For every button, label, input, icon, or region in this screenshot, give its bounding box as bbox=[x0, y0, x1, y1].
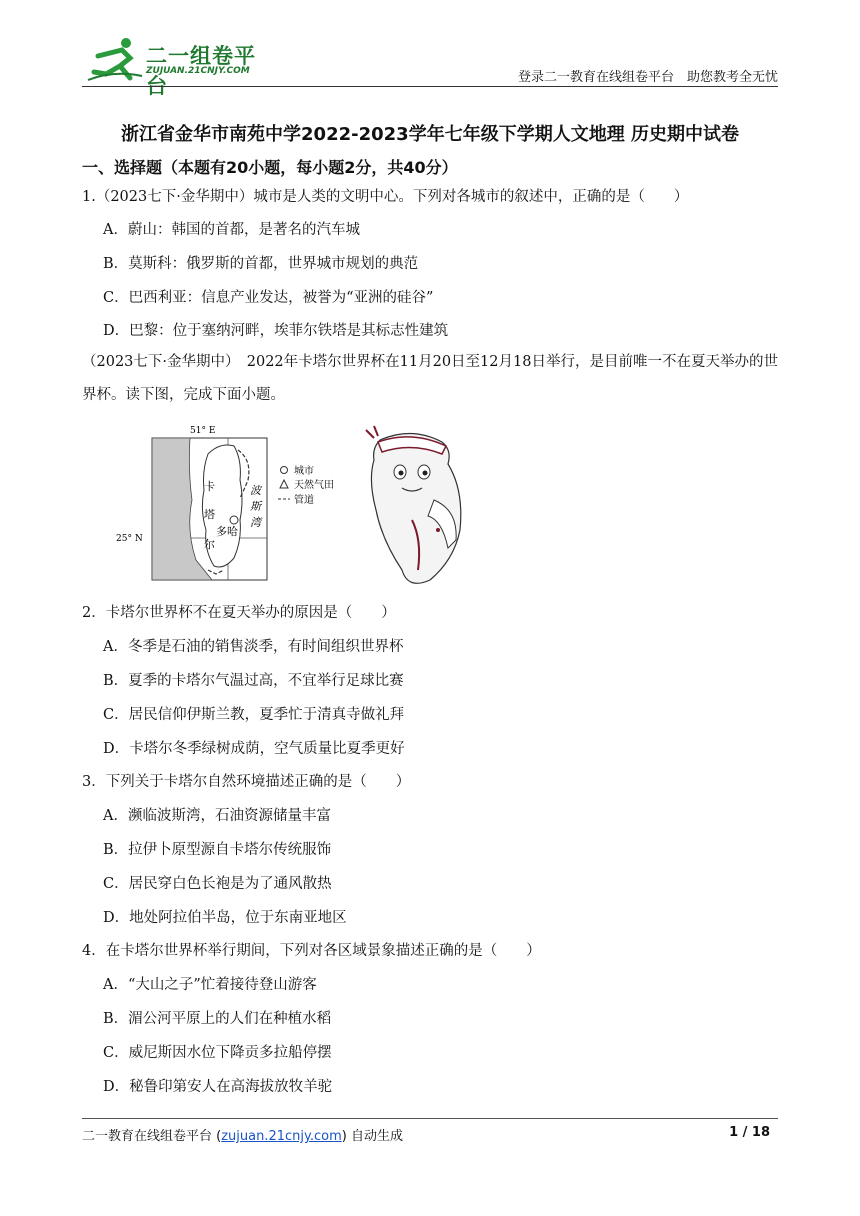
question-4-option-a: A．“大山之子”忙着接待登山游客 bbox=[103, 977, 317, 993]
question-4-option-c: C．威尼斯因水位下降贡多拉船停摆 bbox=[103, 1045, 332, 1061]
question-3-option-a: A．濒临波斯湾，石油资源储量丰富 bbox=[103, 808, 331, 824]
question-4-option-b: B．湄公河平原上的人们在种植水稻 bbox=[103, 1011, 332, 1027]
question-1-option-d: D．巴黎：位于塞纳河畔，埃菲尔铁塔是其标志性建筑 bbox=[103, 323, 449, 339]
footer-divider bbox=[82, 1118, 778, 1119]
country-char-2: 塔 bbox=[204, 508, 215, 521]
question-3-option-b: B．拉伊卜原型源自卡塔尔传统服饰 bbox=[103, 842, 332, 858]
question-2-stem: 2．卡塔尔世界杯不在夏天举办的原因是（ ） bbox=[82, 605, 396, 621]
latitude-label: 25° N bbox=[116, 534, 143, 544]
page-title: 浙江省金华市南苑中学2022-2023学年七年级下学期人文地理 历史期中试卷 bbox=[121, 124, 739, 145]
city-doha-label: 多哈 bbox=[216, 525, 238, 538]
country-char-1: 卡 bbox=[204, 480, 215, 493]
footer-suffix: ) 自动生成 bbox=[341, 1129, 403, 1144]
question-2-option-b: B．夏季的卡塔尔气温过高，不宜举行足球比赛 bbox=[103, 673, 404, 689]
logo-url: ZUJUAN.21CNJY.COM bbox=[146, 66, 250, 76]
header-divider bbox=[82, 86, 778, 87]
question-4-stem: 4．在卡塔尔世界杯举行期间，下列对各区域景象描述正确的是（ ） bbox=[82, 943, 541, 959]
question-1-stem: 1.（2023七下·金华期中）城市是人类的文明中心。下列对各城市的叙述中，正确的是（ ） bbox=[82, 189, 689, 205]
page-number: 1 / 18 bbox=[729, 1125, 770, 1140]
gulf-char-1: 波 bbox=[250, 484, 261, 497]
mascot-illustration bbox=[366, 426, 461, 583]
question-2-option-d: D．卡塔尔冬季绿树成荫，空气质量比夏季更好 bbox=[103, 741, 405, 757]
section-heading: 一、选择题（本题有20小题，每小题2分，共40分） bbox=[82, 158, 458, 177]
question-2-option-a: A．冬季是石油的销售淡季，有时间组织世界杯 bbox=[103, 639, 404, 655]
question-4-option-d: D．秘鲁印第安人在高海拔放牧羊驼 bbox=[103, 1079, 333, 1095]
legend-gas-field: 天然气田 bbox=[294, 480, 334, 491]
question-3-stem: 3．下列关于卡塔尔自然环境描述正确的是（ ） bbox=[82, 774, 411, 790]
question-3-option-c: C．居民穿白色长袍是为了通风散热 bbox=[103, 876, 332, 892]
site-logo[interactable] bbox=[86, 36, 276, 98]
material-intro: （2023七下·金华期中） 2022年卡塔尔世界杯在11月20日至12月18日举行，是目前唯一不在夏天举办的世界杯。读下图，完成下面小题。 bbox=[82, 354, 778, 403]
legend-city: 城市 bbox=[294, 466, 314, 477]
footer-site-link[interactable]: zujuan.21cnjy.com bbox=[221, 1129, 342, 1144]
logo-text: 二一组卷平台 bbox=[146, 44, 256, 98]
qatar-map-figure bbox=[112, 420, 492, 592]
question-3-option-d: D．地处阿拉伯半岛，位于东南亚地区 bbox=[103, 910, 347, 926]
header-slogan: 登录二一教育在线组卷平台 助您教考全无忧 bbox=[517, 70, 778, 85]
legend-pipeline: 管道 bbox=[294, 495, 314, 506]
question-1-option-a: A．蔚山：韩国的首都，是著名的汽车城 bbox=[103, 222, 360, 238]
question-2-option-c: C．居民信仰伊斯兰教，夏季忙于清真寺做礼拜 bbox=[103, 707, 405, 723]
longitude-label: 51° E bbox=[190, 426, 216, 436]
runner-logo-icon bbox=[86, 36, 144, 82]
country-char-3: 尔 bbox=[204, 538, 215, 551]
question-1-option-b: B．莫斯科：俄罗斯的首都，世界城市规划的典范 bbox=[103, 256, 419, 272]
gulf-char-3: 湾 bbox=[250, 516, 261, 529]
qatar-map bbox=[112, 420, 492, 592]
footer-source bbox=[82, 1125, 403, 1144]
question-1-option-c: C．巴西利亚：信息产业发达，被誉为“亚洲的硅谷” bbox=[103, 290, 434, 306]
gulf-char-2: 斯 bbox=[250, 500, 261, 513]
footer-prefix: 二一教育在线组卷平台 ( bbox=[82, 1129, 222, 1144]
